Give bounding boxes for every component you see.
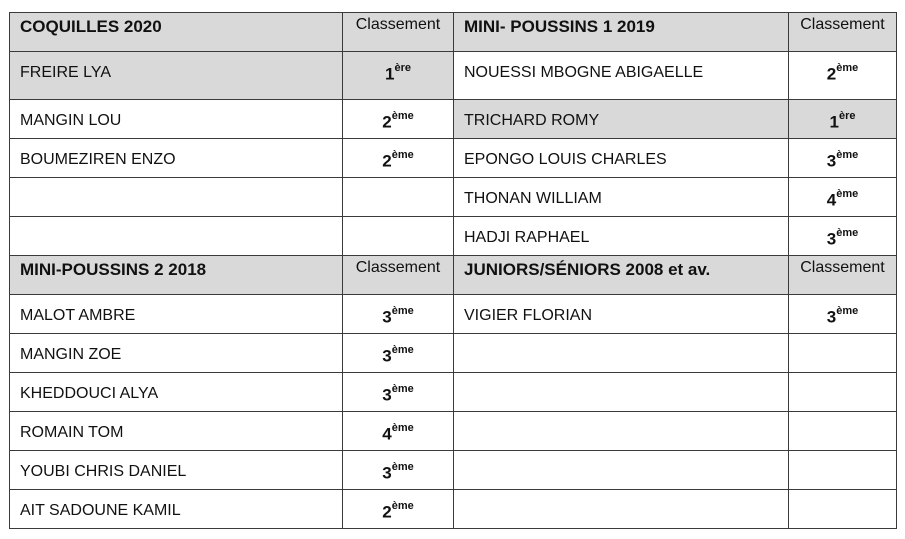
athlete-name: EPONGO LOUIS CHARLES (454, 139, 789, 178)
athlete-name: ROMAIN TOM (10, 412, 343, 451)
rank-column-header: Classement (343, 13, 454, 52)
table-row (10, 139, 897, 178)
athlete-rank: 2ème (789, 52, 897, 100)
athlete-rank (343, 178, 454, 217)
table-row (10, 334, 897, 373)
athlete-rank (789, 373, 897, 412)
table-row (10, 490, 897, 529)
table-row (10, 451, 897, 490)
athlete-rank: 3ème (343, 334, 454, 373)
athlete-rank (789, 334, 897, 373)
athlete-name: AIT SADOUNE KAMIL (10, 490, 343, 529)
athlete-name (454, 412, 789, 451)
table-row (10, 100, 897, 139)
athlete-name: MALOT AMBRE (10, 295, 343, 334)
athlete-rank: 3ème (343, 295, 454, 334)
section-title: COQUILLES 2020 (10, 13, 343, 52)
athlete-name (454, 373, 789, 412)
athlete-name: THONAN WILLIAM (454, 178, 789, 217)
athlete-rank (789, 490, 897, 529)
athlete-rank (789, 412, 897, 451)
athlete-name (454, 451, 789, 490)
athlete-name (454, 334, 789, 373)
rank-column-header: Classement (789, 256, 897, 295)
athlete-rank: 2ème (343, 100, 454, 139)
athlete-rank (789, 451, 897, 490)
athlete-name: HADJI RAPHAEL (454, 217, 789, 256)
athlete-name: BOUMEZIREN ENZO (10, 139, 343, 178)
table-row (10, 178, 897, 217)
results-table (9, 12, 897, 529)
athlete-rank: 3ème (789, 139, 897, 178)
athlete-name: MANGIN LOU (10, 100, 343, 139)
athlete-rank: 1ère (343, 52, 454, 100)
table-row (10, 217, 897, 256)
athlete-name: KHEDDOUCI ALYA (10, 373, 343, 412)
table-row (10, 52, 897, 100)
athlete-rank: 3ème (343, 451, 454, 490)
athlete-rank: 4ème (789, 178, 897, 217)
athlete-rank: 2ème (343, 490, 454, 529)
athlete-name: FREIRE LYA (10, 52, 343, 100)
athlete-rank: 3ème (789, 295, 897, 334)
rank-column-header: Classement (789, 13, 897, 52)
rank-column-header: Classement (343, 256, 454, 295)
athlete-name: TRICHARD ROMY (454, 100, 789, 139)
athlete-rank: 3ème (343, 373, 454, 412)
table-row (10, 412, 897, 451)
section-header-row (10, 13, 897, 52)
athlete-name (10, 178, 343, 217)
athlete-rank: 2ème (343, 139, 454, 178)
athlete-name: YOUBI CHRIS DANIEL (10, 451, 343, 490)
athlete-rank: 3ème (789, 217, 897, 256)
athlete-name: MANGIN ZOE (10, 334, 343, 373)
athlete-name: VIGIER FLORIAN (454, 295, 789, 334)
athlete-name: NOUESSI MBOGNE ABIGAELLE (454, 52, 789, 100)
athlete-rank: 4ème (343, 412, 454, 451)
section-title: MINI- POUSSINS 1 2019 (454, 13, 789, 52)
section-title: JUNIORS/SÉNIORS 2008 et av. (454, 256, 789, 295)
table-row (10, 295, 897, 334)
athlete-rank (343, 217, 454, 256)
athlete-name (454, 490, 789, 529)
table-row (10, 373, 897, 412)
athlete-rank: 1ère (789, 100, 897, 139)
section-header-row (10, 256, 897, 295)
section-title: MINI-POUSSINS 2 2018 (10, 256, 343, 295)
athlete-name (10, 217, 343, 256)
